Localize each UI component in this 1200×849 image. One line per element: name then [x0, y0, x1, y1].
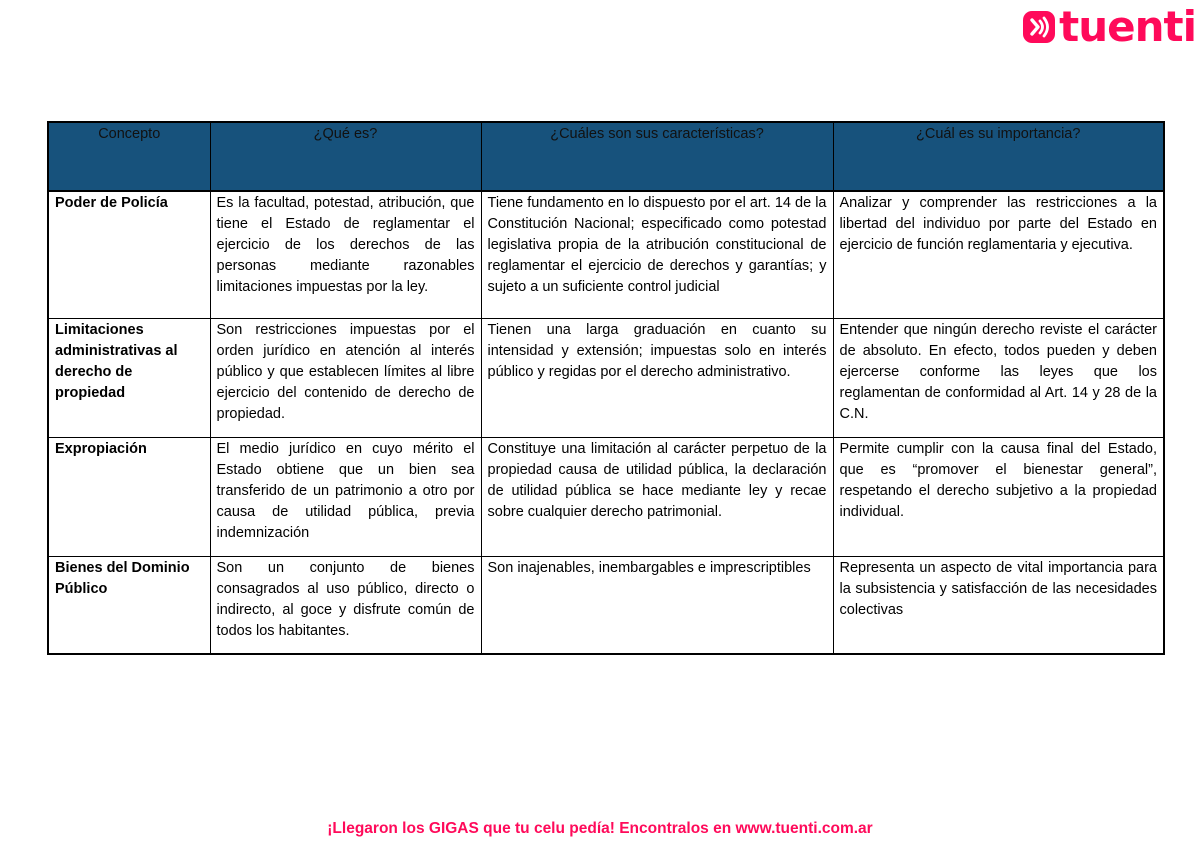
sound-wave-icon	[1023, 11, 1055, 43]
header-concepto: Concepto	[48, 122, 210, 191]
table-row	[48, 437, 1164, 556]
caracteristicas-cell: Tiene fundamento en lo dispuesto por el art. 14 de la Constitución Nacional; especificado como potestad legislativa propia de la atribución constitucional de reglamentar el ejercicio de derechos y garantías; y sujeto a un suficiente control judicial	[481, 191, 833, 318]
table-row	[48, 556, 1164, 654]
header-importancia: ¿Cuál es su importancia?	[833, 122, 1164, 191]
table-row	[48, 318, 1164, 437]
table-row	[48, 191, 1164, 318]
concept-cell: Expropiación	[48, 437, 210, 556]
header-caracteristicas: ¿Cuáles son sus características?	[481, 122, 833, 191]
table-header-row	[48, 122, 1164, 191]
que-es-cell: Son un conjunto de bienes consagrados al uso público, directo o indirecto, al goce y disfrute común de todos los habitantes.	[210, 556, 481, 654]
importancia-cell: Entender que ningún derecho reviste el carácter de absoluto. En efecto, todos pueden y deben ejercerse conforme las leyes que los reglamentan de conformidad al Art. 14 y 28 de la C.N.	[833, 318, 1164, 437]
que-es-cell: Son restricciones impuestas por el orden jurídico en atención al interés público y que establecen límites al libre ejercicio del contenido de derecho de propiedad.	[210, 318, 481, 437]
que-es-cell: Es la facultad, potestad, atribución, que tiene el Estado de reglamentar el ejercicio de los derechos de las personas mediante razonables limitaciones impuestas por la ley.	[210, 191, 481, 318]
tuenti-logo-icon	[1023, 11, 1055, 43]
tuenti-logo-text: tuenti	[1059, 2, 1196, 51]
caracteristicas-cell: Son inajenables, inembargables e imprescriptibles	[481, 556, 833, 654]
importancia-cell: Permite cumplir con la causa final del Estado, que es “promover el bienestar general”, respetando el derecho subjetivo a la propiedad individual.	[833, 437, 1164, 556]
caracteristicas-cell: Constituye una limitación al carácter perpetuo de la propiedad causa de utilidad pública, la declaración de utilidad pública se hace mediante ley y recae sobre cualquier derecho patrimonial.	[481, 437, 833, 556]
footer-promo-text: ¡Llegaron los GIGAS que tu celu pedía! Encontralos en www.tuenti.com.ar	[327, 820, 873, 837]
caracteristicas-cell: Tienen una larga graduación en cuanto su intensidad y extensión; impuestas solo en interés público y regidas por el derecho administrativo.	[481, 318, 833, 437]
que-es-cell: El medio jurídico en cuyo mérito el Estado obtiene que un bien sea transferido de un patrimonio a otro por causa de utilidad pública, previa indemnización	[210, 437, 481, 556]
importancia-cell: Analizar y comprender las restricciones a la libertad del individuo por parte del Estado en ejercicio de función reglamentaria y ejecutiva.	[833, 191, 1164, 318]
importancia-cell: Representa un aspecto de vital importancia para la subsistencia y satisfacción de las necesidades colectivas	[833, 556, 1164, 654]
header-que-es: ¿Qué es?	[210, 122, 481, 191]
concept-cell: Poder de Policía	[48, 191, 210, 318]
concept-cell: Bienes del Dominio Público	[48, 556, 210, 654]
tuenti-logo	[1023, 2, 1196, 51]
concept-cell: Limitaciones administrativas al derecho de propiedad	[48, 318, 210, 437]
concept-table	[47, 121, 1165, 655]
